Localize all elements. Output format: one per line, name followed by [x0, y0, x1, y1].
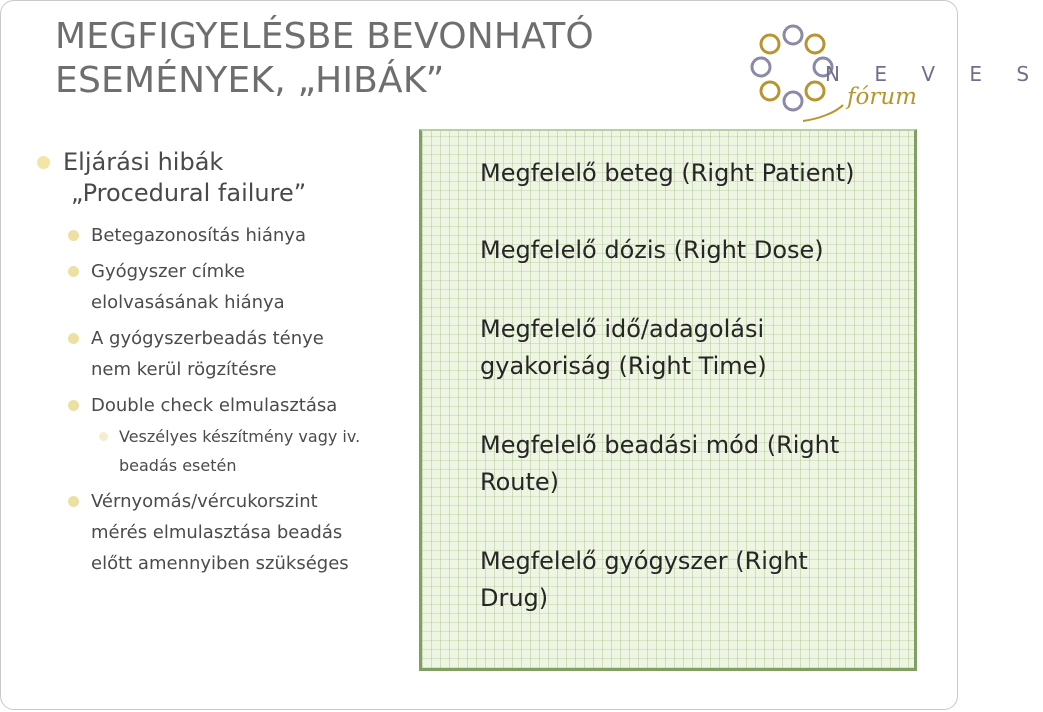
right-route-item — [480, 427, 839, 501]
box-item-line: Drug) — [480, 584, 549, 612]
right-patient-item — [480, 155, 855, 192]
bullet-icon — [37, 156, 50, 169]
title-line-2: ESEMÉNYEK, „HIBÁK” — [55, 60, 445, 101]
list-subitem — [37, 422, 421, 480]
list-item-line: Vérnyomás/vércukorszint — [91, 491, 318, 512]
bullet-icon — [99, 432, 108, 441]
list-heading — [37, 147, 421, 209]
list-item — [37, 256, 421, 318]
list-item-line: elolvasásának hiánya — [91, 292, 285, 313]
title-line-1: MEGFIGYELÉSBE BEVONHATÓ — [55, 16, 594, 57]
five-rights-box — [419, 129, 917, 671]
bullet-icon — [68, 266, 79, 277]
heading-line: Eljárási hibák — [63, 148, 224, 176]
list-item-line: Betegazonosítás hiánya — [91, 225, 306, 246]
list-item-line: Gyógyszer címke — [91, 261, 246, 282]
list-item-line: nem kerül rögzítésre — [91, 359, 277, 380]
neves-forum-logo — [743, 21, 1043, 131]
list-item-line: A gyógyszerbeadás ténye — [91, 328, 324, 349]
procedural-failure-list — [37, 147, 421, 584]
right-time-item — [480, 311, 767, 385]
list-subitem-line: Veszélyes készítmény vagy iv. — [119, 427, 361, 446]
box-item-line: Megfelelő beteg (Right Patient) — [480, 159, 855, 187]
box-item-line: Megfelelő beadási mód (Right — [480, 431, 840, 459]
box-item-line: Megfelelő gyógyszer (Right — [480, 547, 808, 575]
bullet-icon — [68, 230, 79, 241]
bullet-icon — [68, 333, 79, 344]
right-dose-item — [480, 232, 824, 269]
list-item-line: előtt amennyiben szükséges — [91, 553, 349, 574]
list-item — [37, 390, 421, 421]
right-drug-item — [480, 543, 808, 617]
list-item-line: Double check elmulasztása — [91, 395, 338, 416]
list-item — [37, 220, 421, 251]
sub-list — [37, 220, 421, 579]
bullet-icon — [68, 400, 79, 411]
slide-title — [55, 15, 695, 103]
list-item — [37, 486, 421, 579]
logo-wordmark: N E V E S — [825, 62, 1043, 86]
box-item-line: Megfelelő idő/adagolási — [480, 315, 765, 343]
bullet-icon — [68, 496, 79, 507]
list-item — [37, 323, 421, 385]
box-item-line: gyakoriság (Right Time) — [480, 352, 767, 380]
heading-line: „Procedural failure” — [71, 179, 307, 207]
box-item-line: Route) — [480, 468, 560, 496]
box-item-line: Megfelelő dózis (Right Dose) — [480, 236, 824, 264]
list-subitem-line: beadás esetén — [119, 456, 237, 475]
list-item-line: mérés elmulasztása beadás — [91, 522, 343, 543]
logo-script: fórum — [847, 84, 917, 110]
